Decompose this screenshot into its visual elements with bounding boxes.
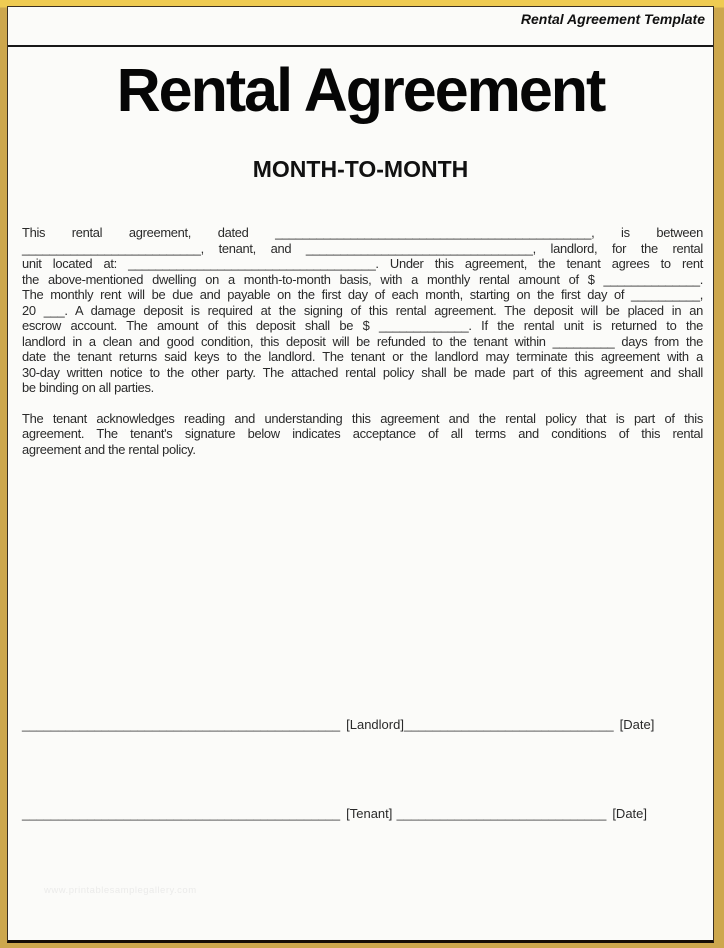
paragraph-line: The monthly rent will be due and payable on the first day of each month, starting on the first day of __________,: [22, 287, 703, 303]
header-tag: Rental Agreement Template: [520, 11, 705, 27]
paragraph-line: the above-mentioned dwelling on a month-to-month basis, with a monthly rental amount of $ ______________.: [22, 271, 703, 287]
acknowledgment-paragraph: [22, 411, 703, 458]
landlord-date-label: [Date]: [619, 717, 655, 733]
landlord-date-line: _____________________________: [403, 717, 614, 733]
paragraph-line: be binding on all parties.: [22, 380, 154, 396]
document-body: [22, 225, 703, 457]
tenant-signature-group: [22, 806, 392, 821]
paragraph-line: __________________________, tenant, and _________________________________, landlord, for the rental: [22, 240, 703, 256]
header-divider-rule: [8, 45, 713, 47]
tenant-label: [Tenant]: [346, 806, 393, 822]
paragraph-line: This rental agreement, dated ______________________________________________, is between: [22, 225, 703, 241]
page-title: Rental Agreement: [116, 56, 605, 124]
tenant-signature-line: ____________________________________________: [22, 806, 341, 822]
tenant-signature-row: [22, 806, 703, 821]
tenant-date-group: [397, 806, 647, 821]
landlord-label: [Landlord]: [346, 717, 404, 733]
paragraph-line: landlord in a clean and good condition, this deposit will be refunded to the tenant within _________ days from the: [22, 333, 703, 349]
paragraph-line: date the tenant returns said keys to the landlord. The tenant or the landlord may terminate this agreement with a: [22, 349, 703, 365]
paragraph-line: The tenant acknowledges reading and understanding this agreement and the rental policy that is part of this: [22, 410, 703, 426]
signature-section: [22, 717, 703, 821]
landlord-signature-line: ____________________________________________: [22, 717, 341, 733]
tenant-date-label: [Date]: [612, 806, 647, 822]
paragraph-line: unit located at: ____________________________________. Under this agreement, the tenant agrees to rent: [22, 256, 703, 272]
document-page: [7, 6, 714, 943]
body-paragraph: [22, 225, 703, 396]
landlord-signature-row: [22, 717, 703, 732]
paragraph-line: agreement. The tenant's signature below indicates acceptance of all terms and conditions of this rental: [22, 426, 703, 442]
landlord-signature-group: [22, 717, 404, 732]
page-subtitle: MONTH-TO-MONTH: [252, 156, 469, 183]
paragraph-line: escrow account. The amount of this deposit shall be $ _____________. If the rental unit is returned to the: [22, 318, 703, 334]
tenant-date-line: _____________________________: [396, 806, 607, 822]
paragraph-line: agreement and the rental policy.: [22, 441, 196, 457]
landlord-date-group: [404, 717, 654, 732]
watermark-text: www.printablesamplegallery.com: [44, 885, 197, 896]
paragraph-line: 20 ___. A damage deposit is required at the signing of this rental agreement. The deposit will be placed in an: [22, 302, 703, 318]
paragraph-line: 30-day written notice to the other party. The attached rental policy shall be made part of this agreement and shall: [22, 364, 703, 380]
